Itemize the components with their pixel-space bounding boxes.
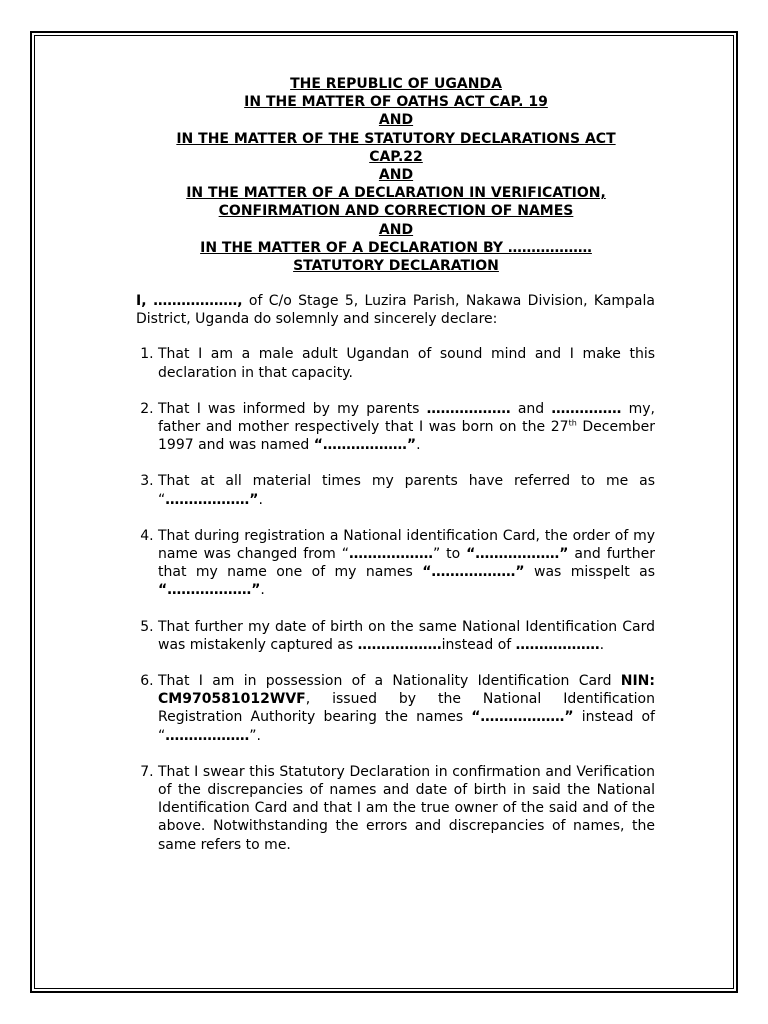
list-item: 2. That I was informed by my parents ……………… and …………… my, father and mother respectively that I was born on the 27th December 1997 and was named “………………”. <box>158 400 655 455</box>
heading-and-3: AND <box>378 221 414 238</box>
declarant-name: I, ………………, <box>136 293 243 309</box>
heading-cap: CAP.22 <box>369 148 423 165</box>
heading-correction: CONFIRMATION AND CORRECTION OF NAMES <box>218 203 574 220</box>
declaration-list <box>136 345 655 853</box>
intro-paragraph: I, ………………, of C/o Stage 5, Luzira Parish, Nakawa Division, Kampala District, Uganda do solemnly and sincerely declare: <box>136 293 655 328</box>
heading-declaration-by: IN THE MATTER OF A DECLARATION BY ……………… <box>200 239 592 256</box>
heading-republic: THE REPUBLIC OF UGANDA <box>290 76 502 92</box>
nin-number: NIN: CM970581012WVF <box>158 673 655 708</box>
heading-statutory-act: IN THE MATTER OF THE STATUTORY DECLARATIONS ACT <box>176 130 616 147</box>
list-item: 4. That during registration a National identification Card, the order of my name was changed from “………………” to “………………” and further that my name one of my names “………………” was misspelt as “………………”. <box>158 527 655 600</box>
list-item: 5. That further my date of birth on the same National Identification Card was mistakenly captured as ………………instead of ………………. <box>158 618 655 654</box>
heading-statutory-declaration: STATUTORY DECLARATION <box>293 258 499 275</box>
list-item: 7. That I swear this Statutory Declaration in confirmation and Verification of the discrepancies of names and date of birth in said the National Identification Card and that I am the true owner of the said and of the above. Notwithstanding the errors and discrepancies of names, the same refers to me. <box>158 763 655 854</box>
list-item: 1. That I am a male adult Ugandan of sound mind and I make this declaration in that capacity. <box>158 345 655 381</box>
heading-verification: IN THE MATTER OF A DECLARATION IN VERIFICATION, <box>186 185 606 202</box>
list-item: 3. That at all material times my parents have referred to me as “………………”. <box>158 472 655 508</box>
declaration-body <box>136 292 655 872</box>
heading-and-2: AND <box>378 167 414 184</box>
document-heading <box>136 75 656 275</box>
heading-and-1: AND <box>378 112 414 129</box>
list-item: 6. That I am in possession of a Nationality Identification Card NIN: CM970581012WVF, issued by the National Identification Registration Authority bearing the names “………………” instead of “………………”. <box>158 672 655 745</box>
heading-oaths-act: IN THE MATTER OF OATHS ACT CAP. 19 <box>244 94 548 111</box>
